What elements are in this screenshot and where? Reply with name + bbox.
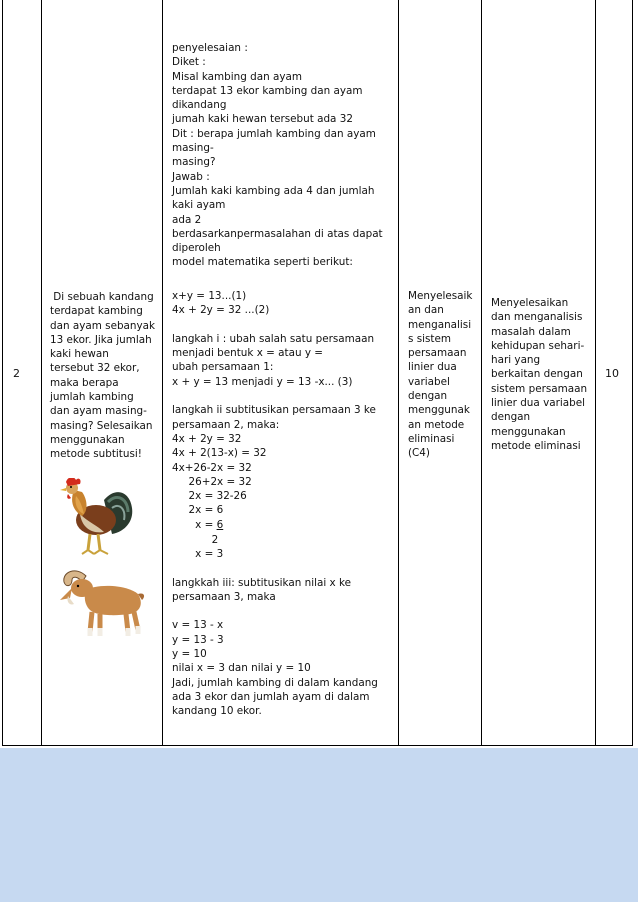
indicator-line: Menyelesaik [408,290,473,302]
rooster-icon [58,478,138,568]
competency-line: menggunakan [491,425,566,438]
solution-line [172,389,376,403]
column-divider [398,0,399,745]
solution-line: x + y = 13 menjadi y = 13 -x... (3) [172,375,353,388]
solution-line [172,561,378,575]
goat-icon [56,566,148,642]
problem-line: metode subtitusi! [50,448,142,461]
solution-line: masing- [172,142,214,155]
solution-line: diperoleh [172,242,221,255]
problem-line: Di sebuah kandang [50,291,154,303]
solution-line: masing? [172,156,216,169]
solution-line: dikandang [172,99,227,112]
solution-line: kaki ayam [172,199,226,212]
indicator-line: dengan [408,390,448,403]
problem-line: 13 ekor. Jika jumlah [50,333,152,346]
problem-line: masing? Selesaikan [50,419,153,432]
indicator-line: menggunak [408,404,470,417]
indicator-line: an dan [408,304,444,317]
competency-line: hari yang [491,354,541,367]
problem-line: menggunakan [50,433,125,446]
column-divider [595,0,596,745]
solution-text-top [172,41,383,270]
competency-line: dan menganalisis [491,311,583,324]
solution-line: langkkah iii: subtitusikan nilai x ke [172,576,352,589]
solution-line: Diket : [172,56,206,69]
solution-line: ubah persamaan 1: [172,361,274,374]
problem-line: terdapat kambing [50,305,143,318]
solution-line: ada 2 [172,213,202,226]
problem-line: maka berapa [50,376,119,389]
score: 10 [605,367,619,380]
solution-line: ada 3 ekor dan jumlah ayam di dalam [172,690,370,703]
indicator-line: eliminasi [408,432,455,445]
solution-line [172,604,378,618]
fraction-lhs: x = [172,519,217,531]
indicator-line: menganalisi [408,318,472,331]
indicator-line: linier dua [408,361,457,374]
solution-line: Dit : berapa jumlah kambing dan ayam [172,127,376,140]
solution-line: penyelesaian : [172,42,248,54]
indicator-text [408,289,472,461]
solution-line: y = 10 [172,648,207,661]
solution-text-steps [172,289,376,518]
competency-line: linier dua variabel [491,397,585,410]
solution-line: 2x = 32-26 [172,490,247,503]
solution-line: 4x + 2y = 32 ...(2) [172,304,270,317]
competency-line: dengan [491,411,531,424]
solution-line: Misal kambing dan ayam [172,70,302,83]
solution-line: langkah i : ubah salah satu persamaan [172,332,375,345]
solution-line: berdasarkanpermasalahan di atas dapat [172,227,383,240]
problem-line: dan ayam sebanyak [50,319,156,332]
solution-line: Jawab : [172,170,210,183]
solution-line: 4x+26-2x = 32 [172,461,252,474]
solution-line: menjadi bentuk x = atau y = [172,347,324,360]
solution-line: Jumlah kaki kambing ada 4 dan jumlah [172,184,375,197]
fraction-line [172,518,223,532]
problem-line: jumlah kambing [50,391,134,404]
problem-text [50,290,155,462]
solution-line: 4x + 2y = 32 [172,432,242,445]
solution-line: v = 13 - x [172,619,224,632]
solution-line: langkah ii subtitusikan persamaan 3 ke [172,404,376,417]
solution-line: Jadi, jumlah kambing di dalam kandang [172,676,378,689]
solution-line: 2x = 6 [172,504,224,517]
column-divider [162,0,163,745]
solution-line: jumah kaki hewan tersebut ada 32 [172,113,353,126]
competency-line: sistem persamaan [491,382,588,395]
solution-line: x+y = 13...(1) [172,290,247,302]
fraction-numerator: 6 [216,519,224,531]
competency-line: metode eliminasi [491,439,581,452]
solution-line: y = 13 - 3 [172,633,224,646]
competency-text [491,296,587,453]
solution-line [172,318,376,332]
competency-line: berkaitan dengan [491,368,583,381]
problem-line: tersebut 32 ekor, [50,362,140,375]
indicator-line: an metode [408,418,465,431]
solution-line: nilai x = 3 dan nilai y = 10 [172,662,311,675]
problem-line: kaki hewan [50,348,109,361]
competency-line: masalah dalam [491,325,571,338]
solution-line: kandang 10 ekor. [172,705,262,718]
indicator-line: s sistem [408,332,452,345]
solution-line: persamaan 2, maka: [172,418,280,431]
solution-line: model matematika seperti berikut: [172,256,353,269]
solution-line: x = 3 [172,548,224,560]
problem-line: dan ayam masing- [50,405,147,418]
solution-line: 4x + 2(13-x) = 32 [172,447,267,460]
solution-line: persamaan 3, maka [172,590,276,603]
indicator-line: variabel [408,375,450,388]
solution-line: terdapat 13 ekor kambing dan ayam [172,84,363,97]
column-divider [481,0,482,745]
indicator-line: (C4) [408,447,430,460]
competency-line: Menyelesaikan [491,297,569,309]
competency-line: kehidupan sehari- [491,339,585,352]
solution-text-bottom [172,547,378,719]
column-divider [41,0,42,745]
indicator-line: persamaan [408,347,467,360]
fraction-denominator: 2 [172,534,219,546]
solution-line: 26+2x = 32 [172,475,252,488]
row-number: 2 [13,367,20,380]
